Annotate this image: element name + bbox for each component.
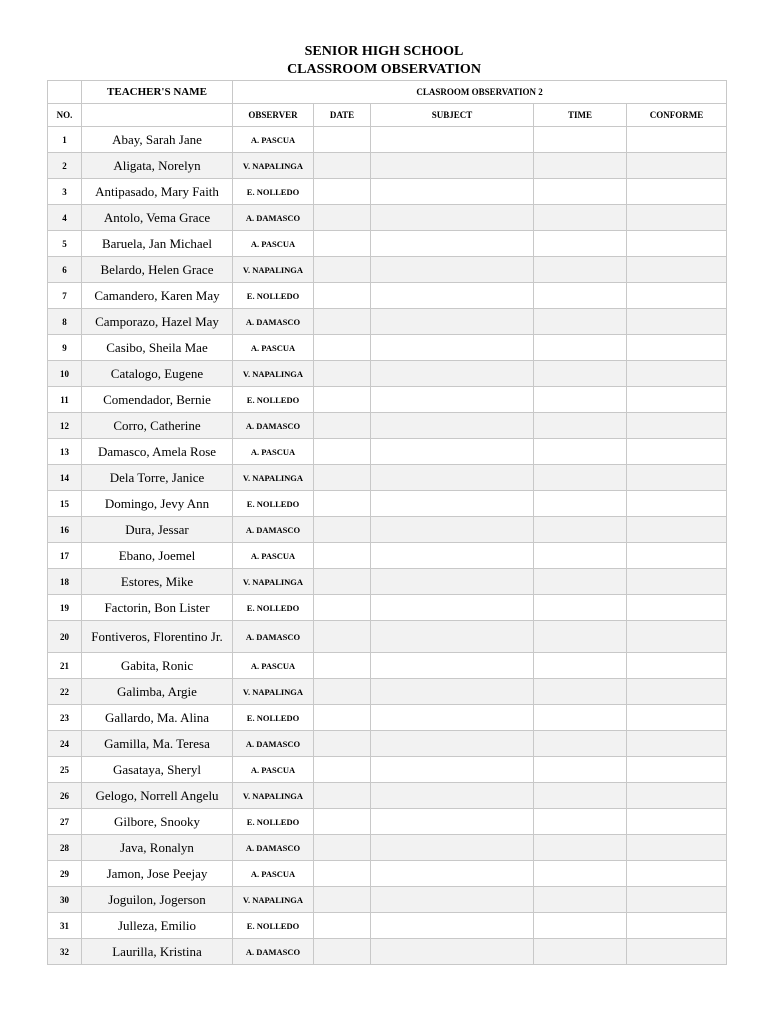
header-subject: SUBJECT (371, 104, 534, 127)
conforme-cell[interactable] (627, 731, 727, 757)
row-number: 14 (48, 465, 82, 491)
table-row (48, 679, 727, 705)
time-cell[interactable] (534, 621, 627, 653)
observer-name: A. PASCUA (233, 231, 314, 257)
date-cell[interactable] (314, 809, 371, 835)
observer-name: E. NOLLEDO (233, 705, 314, 731)
subject-cell[interactable] (371, 705, 534, 731)
subject-cell[interactable] (371, 465, 534, 491)
teacher-name: Camporazo, Hazel May (82, 309, 233, 335)
teacher-name: Laurilla, Kristina (82, 939, 233, 965)
table-row (48, 439, 727, 465)
teacher-name: Baruela, Jan Michael (82, 231, 233, 257)
row-number: 29 (48, 861, 82, 887)
conforme-cell[interactable] (627, 913, 727, 939)
subject-cell[interactable] (371, 387, 534, 413)
subject-cell[interactable] (371, 621, 534, 653)
conforme-cell[interactable] (627, 783, 727, 809)
row-number: 3 (48, 179, 82, 205)
conforme-cell[interactable] (627, 757, 727, 783)
table-row (48, 517, 727, 543)
observer-name: A. PASCUA (233, 653, 314, 679)
time-cell[interactable] (534, 439, 627, 465)
observer-name: V. NAPALINGA (233, 679, 314, 705)
time-cell[interactable] (534, 205, 627, 231)
subject-cell[interactable] (371, 231, 534, 257)
row-number: 23 (48, 705, 82, 731)
row-number: 10 (48, 361, 82, 387)
observer-name: A. DAMASCO (233, 309, 314, 335)
date-cell[interactable] (314, 439, 371, 465)
conforme-cell[interactable] (627, 283, 727, 309)
teacher-name: Gasataya, Sheryl (82, 757, 233, 783)
teacher-name: Factorin, Bon Lister (82, 595, 233, 621)
conforme-cell[interactable] (627, 439, 727, 465)
time-cell[interactable] (534, 731, 627, 757)
teacher-name: Joguilon, Jogerson (82, 887, 233, 913)
observer-name: A. PASCUA (233, 127, 314, 153)
row-number: 25 (48, 757, 82, 783)
subject-cell[interactable] (371, 127, 534, 153)
observation-table (47, 80, 727, 965)
teacher-name: Corro, Catherine (82, 413, 233, 439)
header-blank-cell (48, 81, 82, 104)
conforme-cell[interactable] (627, 861, 727, 887)
row-number: 19 (48, 595, 82, 621)
row-number: 11 (48, 387, 82, 413)
subject-cell[interactable] (371, 309, 534, 335)
conforme-cell[interactable] (627, 231, 727, 257)
table-row (48, 731, 727, 757)
row-number: 2 (48, 153, 82, 179)
date-cell[interactable] (314, 387, 371, 413)
row-number: 5 (48, 231, 82, 257)
date-cell[interactable] (314, 179, 371, 205)
observer-name: A. DAMASCO (233, 205, 314, 231)
date-cell[interactable] (314, 517, 371, 543)
time-cell[interactable] (534, 887, 627, 913)
time-cell[interactable] (534, 517, 627, 543)
teacher-name: Antipasado, Mary Faith (82, 179, 233, 205)
time-cell[interactable] (534, 413, 627, 439)
time-cell[interactable] (534, 705, 627, 731)
teacher-name: Gallardo, Ma. Alina (82, 705, 233, 731)
table-row (48, 257, 727, 283)
time-cell[interactable] (534, 335, 627, 361)
subject-cell[interactable] (371, 543, 534, 569)
subject-cell[interactable] (371, 179, 534, 205)
teacher-name: Domingo, Jevy Ann (82, 491, 233, 517)
subject-cell[interactable] (371, 491, 534, 517)
observer-name: V. NAPALINGA (233, 783, 314, 809)
subject-cell[interactable] (371, 809, 534, 835)
conforme-cell[interactable] (627, 569, 727, 595)
table-row (48, 465, 727, 491)
teacher-name: Belardo, Helen Grace (82, 257, 233, 283)
header-date: DATE (314, 104, 371, 127)
subject-cell[interactable] (371, 517, 534, 543)
row-number: 12 (48, 413, 82, 439)
header-time: TIME (534, 104, 627, 127)
teacher-name: Comendador, Bernie (82, 387, 233, 413)
observer-name: E. NOLLEDO (233, 913, 314, 939)
observer-name: V. NAPALINGA (233, 465, 314, 491)
observer-name: E. NOLLEDO (233, 595, 314, 621)
teacher-name: Damasco, Amela Rose (82, 439, 233, 465)
subject-cell[interactable] (371, 439, 534, 465)
subject-cell[interactable] (371, 283, 534, 309)
subject-cell[interactable] (371, 757, 534, 783)
table-row (48, 283, 727, 309)
date-cell[interactable] (314, 595, 371, 621)
date-cell[interactable] (314, 731, 371, 757)
observer-name: E. NOLLEDO (233, 179, 314, 205)
teacher-name: Dela Torre, Janice (82, 465, 233, 491)
time-cell[interactable] (534, 361, 627, 387)
header-teachers-name: TEACHER'S NAME (82, 81, 233, 104)
subject-cell[interactable] (371, 257, 534, 283)
row-number: 16 (48, 517, 82, 543)
subject-cell[interactable] (371, 731, 534, 757)
row-number: 18 (48, 569, 82, 595)
teacher-name: Gelogo, Norrell Angelu (82, 783, 233, 809)
row-number: 24 (48, 731, 82, 757)
table-row (48, 153, 727, 179)
time-cell[interactable] (534, 127, 627, 153)
observer-name: A. PASCUA (233, 543, 314, 569)
row-number: 26 (48, 783, 82, 809)
table-row (48, 653, 727, 679)
time-cell[interactable] (534, 257, 627, 283)
subject-cell[interactable] (371, 861, 534, 887)
subject-cell[interactable] (371, 887, 534, 913)
time-cell[interactable] (534, 809, 627, 835)
row-number: 4 (48, 205, 82, 231)
time-cell[interactable] (534, 387, 627, 413)
teacher-name: Estores, Mike (82, 569, 233, 595)
observer-name: A. PASCUA (233, 335, 314, 361)
teacher-name: Julleza, Emilio (82, 913, 233, 939)
conforme-cell[interactable] (627, 257, 727, 283)
date-cell[interactable] (314, 257, 371, 283)
observer-name: V. NAPALINGA (233, 569, 314, 595)
subject-cell[interactable] (371, 939, 534, 965)
row-number: 32 (48, 939, 82, 965)
teacher-name: Gilbore, Snooky (82, 809, 233, 835)
teacher-name: Casibo, Sheila Mae (82, 335, 233, 361)
observer-name: A. DAMASCO (233, 835, 314, 861)
date-cell[interactable] (314, 705, 371, 731)
time-cell[interactable] (534, 231, 627, 257)
header-name-blank (82, 104, 233, 127)
conforme-cell[interactable] (627, 361, 727, 387)
date-cell[interactable] (314, 783, 371, 809)
header-observation: CLASROOM OBSERVATION 2 (233, 81, 727, 104)
date-cell[interactable] (314, 835, 371, 861)
conforme-cell[interactable] (627, 491, 727, 517)
observer-name: A. PASCUA (233, 439, 314, 465)
document-title: SENIOR HIGH SCHOOL (304, 44, 464, 59)
subject-cell[interactable] (371, 413, 534, 439)
observer-name: E. NOLLEDO (233, 283, 314, 309)
date-cell[interactable] (314, 283, 371, 309)
subject-cell[interactable] (371, 783, 534, 809)
time-cell[interactable] (534, 913, 627, 939)
observer-name: E. NOLLEDO (233, 387, 314, 413)
teacher-name: Abay, Sarah Jane (82, 127, 233, 153)
row-number: 15 (48, 491, 82, 517)
subject-cell[interactable] (371, 153, 534, 179)
header-observer: OBSERVER (233, 104, 314, 127)
observer-name: A. DAMASCO (233, 939, 314, 965)
document-subtitle: CLASSROOM OBSERVATION (287, 62, 481, 77)
date-cell[interactable] (314, 205, 371, 231)
teacher-name: Catalogo, Eugene (82, 361, 233, 387)
date-cell[interactable] (314, 679, 371, 705)
subject-cell[interactable] (371, 205, 534, 231)
conforme-cell[interactable] (627, 595, 727, 621)
table-row (48, 127, 727, 153)
conforme-cell[interactable] (627, 127, 727, 153)
date-cell[interactable] (314, 231, 371, 257)
table-row (48, 335, 727, 361)
row-number: 17 (48, 543, 82, 569)
time-cell[interactable] (534, 543, 627, 569)
row-number: 31 (48, 913, 82, 939)
date-cell[interactable] (314, 361, 371, 387)
teacher-name: Camandero, Karen May (82, 283, 233, 309)
conforme-cell[interactable] (627, 653, 727, 679)
table-row (48, 361, 727, 387)
row-number: 22 (48, 679, 82, 705)
table-row (48, 757, 727, 783)
table-row (48, 491, 727, 517)
teacher-name: Aligata, Norelyn (82, 153, 233, 179)
row-number: 7 (48, 283, 82, 309)
time-cell[interactable] (534, 595, 627, 621)
row-number: 1 (48, 127, 82, 153)
table-row (48, 835, 727, 861)
row-number: 20 (48, 621, 82, 653)
conforme-cell[interactable] (627, 413, 727, 439)
conforme-cell[interactable] (627, 887, 727, 913)
date-cell[interactable] (314, 569, 371, 595)
observer-name: A. DAMASCO (233, 731, 314, 757)
observer-name: V. NAPALINGA (233, 361, 314, 387)
conforme-cell[interactable] (627, 179, 727, 205)
observer-name: V. NAPALINGA (233, 153, 314, 179)
table-row (48, 179, 727, 205)
table-row (48, 387, 727, 413)
subject-cell[interactable] (371, 653, 534, 679)
table-row (48, 595, 727, 621)
time-cell[interactable] (534, 491, 627, 517)
time-cell[interactable] (534, 939, 627, 965)
time-cell[interactable] (534, 153, 627, 179)
row-number: 9 (48, 335, 82, 361)
table-row (48, 621, 727, 653)
header-no: NO. (48, 104, 82, 127)
observer-name: V. NAPALINGA (233, 887, 314, 913)
conforme-cell[interactable] (627, 153, 727, 179)
teacher-name: Galimba, Argie (82, 679, 233, 705)
time-cell[interactable] (534, 283, 627, 309)
time-cell[interactable] (534, 861, 627, 887)
conforme-cell[interactable] (627, 205, 727, 231)
row-number: 28 (48, 835, 82, 861)
date-cell[interactable] (314, 491, 371, 517)
table-row (48, 543, 727, 569)
conforme-cell[interactable] (627, 335, 727, 361)
table-row (48, 939, 727, 965)
time-cell[interactable] (534, 653, 627, 679)
row-number: 8 (48, 309, 82, 335)
teacher-name: Ebano, Joemel (82, 543, 233, 569)
conforme-cell[interactable] (627, 705, 727, 731)
row-number: 21 (48, 653, 82, 679)
observer-name: E. NOLLEDO (233, 491, 314, 517)
observer-name: A. DAMASCO (233, 621, 314, 653)
table-row (48, 569, 727, 595)
teacher-name: Jamon, Jose Peejay (82, 861, 233, 887)
table-row (48, 413, 727, 439)
table-row (48, 887, 727, 913)
subject-cell[interactable] (371, 913, 534, 939)
observer-name: E. NOLLEDO (233, 809, 314, 835)
time-cell[interactable] (534, 757, 627, 783)
conforme-cell[interactable] (627, 517, 727, 543)
conforme-cell[interactable] (627, 309, 727, 335)
date-cell[interactable] (314, 887, 371, 913)
row-number: 27 (48, 809, 82, 835)
time-cell[interactable] (534, 679, 627, 705)
subject-cell[interactable] (371, 679, 534, 705)
time-cell[interactable] (534, 835, 627, 861)
subject-cell[interactable] (371, 361, 534, 387)
teacher-name: Gamilla, Ma. Teresa (82, 731, 233, 757)
subject-cell[interactable] (371, 835, 534, 861)
date-cell[interactable] (314, 127, 371, 153)
date-cell[interactable] (314, 153, 371, 179)
teacher-name: Antolo, Vema Grace (82, 205, 233, 231)
conforme-cell[interactable] (627, 939, 727, 965)
row-number: 30 (48, 887, 82, 913)
conforme-cell[interactable] (627, 621, 727, 653)
time-cell[interactable] (534, 569, 627, 595)
observer-name: A. DAMASCO (233, 517, 314, 543)
teacher-name: Gabita, Ronic (82, 653, 233, 679)
date-cell[interactable] (314, 653, 371, 679)
date-cell[interactable] (314, 543, 371, 569)
teacher-name: Fontiveros, Florentino Jr. (82, 621, 233, 653)
time-cell[interactable] (534, 179, 627, 205)
observer-name: A. PASCUA (233, 861, 314, 887)
row-number: 6 (48, 257, 82, 283)
table-row (48, 309, 727, 335)
conforme-cell[interactable] (627, 543, 727, 569)
teacher-name: Java, Ronalyn (82, 835, 233, 861)
table-row (48, 231, 727, 257)
row-number: 13 (48, 439, 82, 465)
date-cell[interactable] (314, 309, 371, 335)
observer-name: A. PASCUA (233, 757, 314, 783)
observer-name: V. NAPALINGA (233, 257, 314, 283)
table-row (48, 783, 727, 809)
table-row (48, 861, 727, 887)
header-conforme: CONFORME (627, 104, 727, 127)
conforme-cell[interactable] (627, 465, 727, 491)
subject-cell[interactable] (371, 569, 534, 595)
conforme-cell[interactable] (627, 387, 727, 413)
table-row (48, 913, 727, 939)
date-cell[interactable] (314, 335, 371, 361)
teacher-name: Dura, Jessar (82, 517, 233, 543)
observer-name: A. DAMASCO (233, 413, 314, 439)
conforme-cell[interactable] (627, 809, 727, 835)
table-row (48, 809, 727, 835)
date-cell[interactable] (314, 465, 371, 491)
date-cell[interactable] (314, 939, 371, 965)
subject-cell[interactable] (371, 595, 534, 621)
date-cell[interactable] (314, 757, 371, 783)
time-cell[interactable] (534, 465, 627, 491)
date-cell[interactable] (314, 913, 371, 939)
table-row (48, 205, 727, 231)
table-row (48, 705, 727, 731)
date-cell[interactable] (314, 621, 371, 653)
subject-cell[interactable] (371, 335, 534, 361)
date-cell[interactable] (314, 861, 371, 887)
conforme-cell[interactable] (627, 679, 727, 705)
date-cell[interactable] (314, 413, 371, 439)
time-cell[interactable] (534, 783, 627, 809)
conforme-cell[interactable] (627, 835, 727, 861)
time-cell[interactable] (534, 309, 627, 335)
